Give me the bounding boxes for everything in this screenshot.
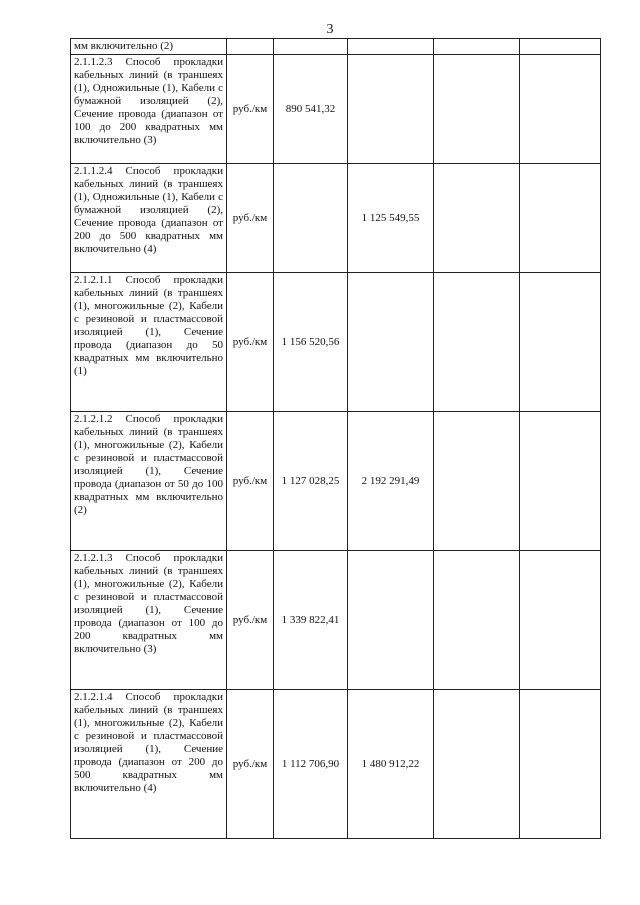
row-value-1: 1 156 520,56: [274, 273, 348, 412]
row-description: 2.1.2.1.2 Способ прокладки кабельных линий (в траншеях (1), многожильные (2), Кабели с резиновой и пластмассовой изоляцией (1), Сечение провода (диапазон от 50 до 100 квадратных мм включительно (2): [71, 412, 227, 551]
row-value-2: 2 192 291,49: [348, 412, 434, 551]
table-row: [71, 412, 601, 551]
row-value-1: [274, 39, 348, 55]
row-unit: руб./км: [227, 551, 274, 690]
row-value-3: [434, 55, 520, 164]
row-unit: руб./км: [227, 164, 274, 273]
row-value-4: [520, 39, 601, 55]
table-row: [71, 39, 601, 55]
row-value-1: [274, 164, 348, 273]
row-value-3: [434, 690, 520, 839]
row-value-4: [520, 690, 601, 839]
row-unit: руб./км: [227, 273, 274, 412]
row-value-3: [434, 273, 520, 412]
row-value-2: [348, 551, 434, 690]
row-value-3: [434, 551, 520, 690]
row-value-1: 1 127 028,25: [274, 412, 348, 551]
table-row: [71, 55, 601, 164]
row-value-2: [348, 55, 434, 164]
row-value-4: [520, 412, 601, 551]
row-value-3: [434, 164, 520, 273]
row-value-2: [348, 273, 434, 412]
row-value-4: [520, 164, 601, 273]
row-value-4: [520, 55, 601, 164]
row-value-3: [434, 412, 520, 551]
row-description: 2.1.1.2.3 Способ прокладки кабельных линий (в траншеях (1), Одножильные (1), Кабели с бумажной изоляцией (2), Сечение провода (диапазон от 100 до 200 квадратных мм включительно (3): [71, 55, 227, 164]
row-description: 2.1.1.2.4 Способ прокладки кабельных линий (в траншеях (1), Одножильные (1), Кабели с бумажной изоляцией (2), Сечение провода (диапазон от 200 до 500 квадратных мм включительно (4): [71, 164, 227, 273]
row-value-2: 1 480 912,22: [348, 690, 434, 839]
table-row: [71, 690, 601, 839]
row-value-4: [520, 273, 601, 412]
row-value-1: 890 541,32: [274, 55, 348, 164]
row-value-3: [434, 39, 520, 55]
row-value-2: 1 125 549,55: [348, 164, 434, 273]
row-value-1: 1 339 822,41: [274, 551, 348, 690]
row-value-2: [348, 39, 434, 55]
row-unit: руб./км: [227, 690, 274, 839]
row-description: 2.1.2.1.3 Способ прокладки кабельных линий (в траншеях (1), многожильные (2), Кабели с резиновой и пластмассовой изоляцией (1), Сечение провода (диапазон от 100 до 200 квадратных мм включительно (3): [71, 551, 227, 690]
row-value-4: [520, 551, 601, 690]
tariff-table: [70, 38, 601, 839]
row-description: 2.1.2.1.4 Способ прокладки кабельных линий (в траншеях (1), многожильные (2), Кабели с резиновой и пластмассовой изоляцией (1), Сечение провода (диапазон от 200 до 500 квадратных мм включительно (4): [71, 690, 227, 839]
row-unit: руб./км: [227, 412, 274, 551]
page-number: 3: [326, 22, 334, 37]
row-unit: руб./км: [227, 55, 274, 164]
row-description: 2.1.2.1.1 Способ прокладки кабельных линий (в траншеях (1), многожильные (2), Кабели с резиновой и пластмассовой изоляцией (1), Сечение провода (диапазон до 50 квадратных мм включительно (1): [71, 273, 227, 412]
table-row: [71, 273, 601, 412]
row-value-1: 1 112 706,90: [274, 690, 348, 839]
row-description: мм включительно (2): [71, 39, 227, 55]
table-row: [71, 551, 601, 690]
row-unit: [227, 39, 274, 55]
table-row: [71, 164, 601, 273]
